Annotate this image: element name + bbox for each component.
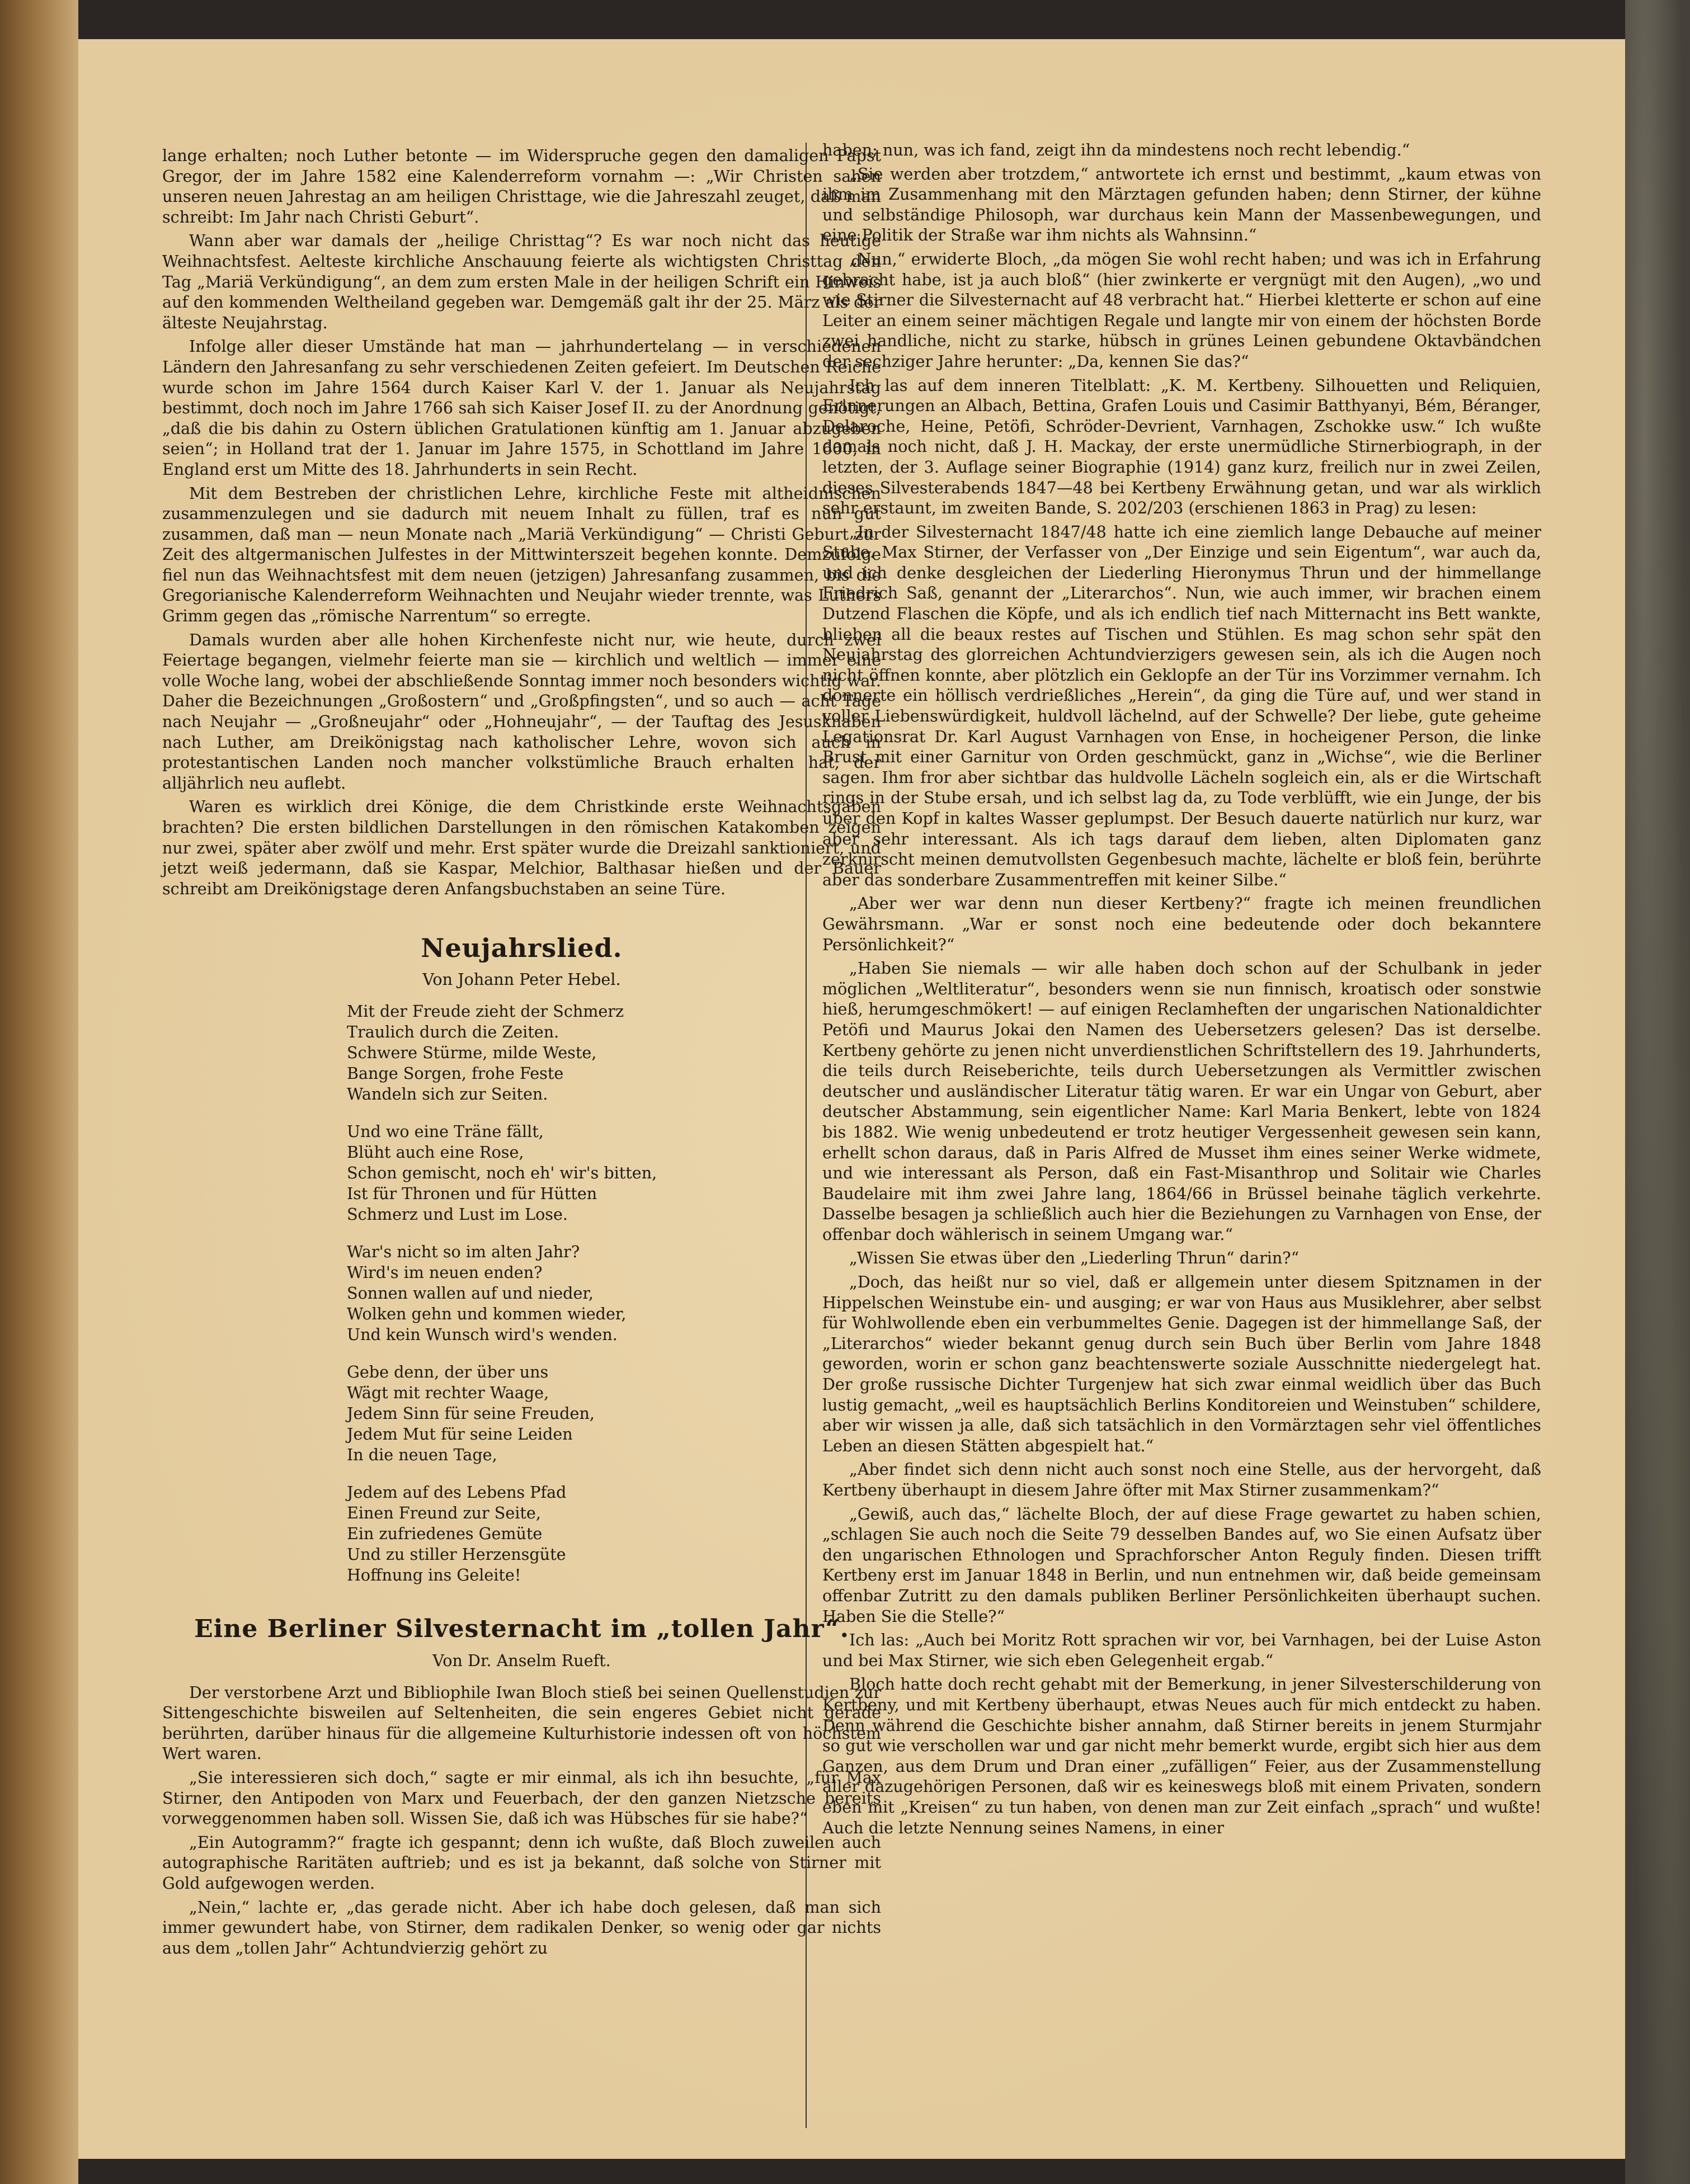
poem-line: Ein zufriedenes Gemüte — [347, 1523, 543, 1543]
poem-stanza — [347, 1362, 881, 1465]
poem-line: Einen Freund zur Seite, — [347, 1503, 541, 1522]
book-binding-edge — [0, 0, 78, 2184]
paragraph: „Aber wer war denn nun dieser Kertbeny?“ fragte ich meinen freundlichen Gewährsmann. „War er sonst noch eine bedeutende oder doch bekanntere Persönlichkeit?“ — [822, 894, 1541, 954]
poem-stanza — [347, 1242, 881, 1345]
poem-line: Und wo eine Träne fällt, — [347, 1121, 544, 1141]
article-author: Von Dr. Anselm Rueft. — [432, 1650, 611, 1670]
poem-line: Schmerz und Lust im Lose. — [347, 1204, 568, 1224]
paragraph: haben; nun, was ich fand, zeigt ihn da mindestens noch recht lebendig.“ — [822, 140, 1410, 159]
paragraph: Ich las: „Auch bei Moritz Rott sprachen wir vor, bei Varnhagen, bei der Luise Aston und bei Max Stirner, wie sich eben Gelegenheit ergab.“ — [822, 1630, 1541, 1670]
paragraph: „Aber findet sich denn nicht auch sonst noch eine Stelle, aus der hervorgeht, daß Kertbeny überhaupt in diesem Jahre öfter mit Max Stirner zusammenkam?“ — [822, 1460, 1541, 1499]
quote-paragraph: „In der Silvesternacht 1847/48 hatte ich eine ziemlich lange Debauche auf meiner Stube. Max Stirner, der Verfasser von „Der Einzige und sein Eigentum“, war auch da, und ich denke desgleichen der Liederling Hieronymus Thrun und der himmellange Friedrich Saß, genannt der „Literarchos“. Nun, wie auch immer, wir brachen einem Dutzend Flaschen die Köpfe, und als ich endlich tief nach Mitternacht ins Bett wankte, blieben all die beaux restes auf Tischen und Stühlen. Es mag schon sehr spät den Neujahrstag des glorreichen Achtundvierzigers gewesen sein, als ich die Augen noch nicht öffnen konnte, aber plötzlich ein Geklopfe an der Tür ins Vorzimmer vernahm. Ich donnerte ein höllisch verdrießliches „Herein“, da ging die Türe auf, und wer stand in voller Liebenswürdigkeit, huldvoll lächelnd, auf der Schwelle? Der liebe, gute geheime Legationsrat Dr. Karl August Varnhagen von Ense, in hocheigener Person, die linke Brust mit einer Garnitur von Orden geschmückt, ganz in „Wichse“, wie die Berliner sagen. Ihm fror aber sichtbar das huldvolle Lächeln sogleich ein, als er die Wirtschaft rings in der Stube ersah, und ich selbst lag da, zu Tode verblüfft, wie ein Junge, der bis über den Kopf in kaltes Wasser geplumpst. Der Besuch dauerte natürlich nur kurz, war aber sehr interessant. Als ich tags darauf dem lieben, alten Diplomaten ganz zerknirscht meinen demutvollsten Gegenbesuch machte, lächelte er bloß fein, berührte aber das sonderbare Zusammentreffen mit keiner Silbe.“ — [822, 522, 1541, 889]
poem-line: Schon gemischt, noch eh' wir's bitten, — [347, 1163, 657, 1182]
poem-line: War's nicht so im alten Jahr? — [347, 1242, 580, 1261]
poem-line: Ist für Thronen und für Hütten — [347, 1183, 597, 1203]
poem-line: Mit der Freude zieht der Schmerz — [347, 1001, 624, 1021]
paragraph: Ich las auf dem inneren Titelblatt: „K. M. Kertbeny. Silhouetten und Reliquien, Erinnerungen an Albach, Bettina, Grafen Louis und Casimir Batthyanyi, Bém, Béranger, Delaroche, Heine, Petöfi, Schröder-Devrient, Varnhagen, Zschokke usw.“ Ich wußte damals noch nicht, daß J. H. Mackay, der erste unermüdliche Stirnerbiograph, in der letzten, der 3. Auflage seiner Biographie (1914) ganz kurz, freilich nur in zwei Zeilen, dieses Silvesterabends 1847—48 bei Kertbeny Erwähnung getan, und war als wirklich sehr erstaunt, im zweiten Bande, S. 202/203 (erschienen 1863 in Prag) zu lesen: — [822, 375, 1541, 518]
poem-line: Jedem Sinn für seine Freuden, — [347, 1403, 595, 1423]
poem-stanza — [347, 1482, 881, 1586]
poem-line: Wolken gehn und kommen wieder, — [347, 1304, 627, 1323]
article-title: Eine Berliner Silvesternacht im „tollen Jahr“. — [194, 1614, 849, 1643]
poem-stanza — [347, 1121, 881, 1225]
paragraph: „Haben Sie niemals — wir alle haben doch schon auf der Schulbank in jeder möglichen „Weltliteratur“, besonders wenn sie nun finnisch, kroatisch oder sonstwie hieß, herumgeschmökert! — auf einigen Reclamheften der ungarischen Nationaldichter Petöfi und Maurus Jokai den Namen des Uebersetzers gelesen? Das ist derselbe. Kertbeny gehörte zu jenen nicht unverdienstlichen Schriftstellern des 19. Jahrhunderts, die teils durch Reiseberichte, teils durch Uebersetzungen als Vermittler zwischen deutscher und ausländischer Literatur tätig waren. Er war ein Ungar von Geburt, aber deutscher Abstammung, sein eigentlicher Name: Karl Maria Benkert, lebte von 1824 bis 1882. Wie wenig unbedeutend er trotz heutiger Vergessenheit gewesen sein kann, erhellt schon daraus, daß in Paris Alfred de Musset ihm eines seiner Werke widmete, und wie interessant als Person, daß ein Fast-Misanthrop und Solitair wie Charles Baudelaire mit ihm zwei Jahre lang, 1864/66 in Brüssel beinahe täglich verkehrte. Dasselbe besagen ja schließlich auch hier die Beziehungen zu Varnhagen von Ense, der offenbar doch wählerisch in seinem Umgang war.“ — [822, 959, 1541, 1244]
poem-line: Bange Sorgen, frohe Feste — [347, 1063, 564, 1083]
poem-title: Neujahrslied. — [421, 933, 623, 964]
poem-stanza — [347, 1001, 881, 1105]
poem-line: Traulich durch die Zeiten. — [347, 1022, 559, 1041]
paragraph: Waren es wirklich drei Könige, die dem Christkinde erste Weihnachtsgaben brachten? Die ersten bildlichen Darstellungen in den römischen Katakomben zeigen nur zwei, später aber zwölf und mehr. Erst später wurde die Dreizahl sanktioniert, und jetzt weiß jedermann, daß sie Kaspar, Melchior, Balthasar hießen und der Bauer schreibt am Dreikönigstage deren Anfangsbuchstaben an seine Türe. — [162, 797, 881, 898]
poem-line: In die neuen Tage, — [347, 1445, 497, 1464]
paragraph: „Gewiß, auch das,“ lächelte Bloch, der auf diese Frage gewartet zu haben schien, „schlagen Sie auch noch die Seite 79 desselben Bandes auf, wo Sie einen Aufsatz über den ungarischen Ethnologen und Sprachforscher Anton Reguly finden. Diesen trifft Kertbeny erst im Januar 1848 in Berlin, und nun entnehmen wir, daß beide gemeinsam offenbar Zutritt zu den damals publiken Berliner Persönlichkeiten überhaupt suchen. Haben Sie die Stelle?“ — [822, 1504, 1541, 1626]
paragraph: Infolge aller dieser Umstände hat man — jahrhundertelang — in verschiedenen Ländern den Jahresanfang zu sehr verschiedenen Zeiten gefeiert. Im Deutschen Reiche wurde schon im Jahre 1564 durch Kaiser Karl V. der 1. Januar als Neujahrstag bestimmt, doch noch im Jahre 1766 sah sich Kaiser Josef II. zu der Anordnung genötigt, „daß die bis dahin zu Ostern üblichen Gratulationen künftig am 1. Januar abzugeben seien“; in Holland trat der 1. Januar im Jahre 1575, in Schottland im Jahre 1600, in England erst um Mitte des 18. Jahrhunderts in sein Recht. — [162, 337, 881, 479]
paragraph: „Sie werden aber trotzdem,“ antwortete ich ernst und bestimmt, „kaum etwas von ihm im Zusammenhang mit den Märztagen gefunden haben; denn Stirner, der kühne und selbständige Philosoph, war durchaus kein Mann der Massenbewegungen, und eine Politik der Straße war ihm nichts als Wahnsinn.“ — [822, 164, 1541, 245]
poem-line: Jedem auf des Lebens Pfad — [347, 1482, 567, 1502]
poem-author: Von Johann Peter Hebel. — [422, 970, 621, 989]
paragraph: Mit dem Bestreben der christlichen Lehre, kirchliche Feste mit altheidnischen zusammenzulegen und sie dadurch mit neuem Inhalt zu füllen, traf es nun gut zusammen, daß man — neun Monate nach „Mariä Verkündigung“ — Christi Geburt zur Zeit des altgermanischen Julfestes in der Mittwinterszeit begehen konnte. Demzufolge fiel nun das Weihnachtsfest mit dem neuen (jetzigen) Jahresanfang zusammen, bis die Gregorianische Kalenderreform Weihnachten und Neujahr wieder trennte, was Luthers Grimm gegen das „römische Narrentum“ so erregte. — [162, 483, 881, 626]
paragraph: „Ein Autogramm?“ fragte ich gespannt; denn ich wußte, daß Bloch zuweilen auch autographische Raritäten auftrieb; und es ist ja bekannt, daß solche von Stirner mit Gold aufgewogen werden. — [162, 1832, 881, 1893]
paragraph: Der verstorbene Arzt und Bibliophile Iwan Bloch stieß bei seinen Quellenstudien zur Sittengeschichte bisweilen auf Seltenheiten, die sein engeres Gebiet nicht gerade berührten, darüber hinaus für die allgemeine Kulturhistorie indessen oft von höchstem Wert waren. — [162, 1682, 881, 1763]
poem-line: Jedem Mut für seine Leiden — [347, 1424, 573, 1444]
paragraph: „Wissen Sie etwas über den „Liederling Thrun“ darin?“ — [849, 1248, 1300, 1268]
poem-line: Wandeln sich zur Seiten. — [347, 1084, 548, 1103]
paragraph: Damals wurden aber alle hohen Kirchenfeste nicht nur, wie heute, durch zwei Feiertage begangen, vielmehr feierte man sie — kirchlich und weltlich — immer eine volle Woche lang, wobei der abschließende Sonntag immer noch besonders wichtig war. Daher die Bezeichnungen „Großostern“ und „Großpfingsten“, und so auch — acht Tage nach Neujahr — „Großneujahr“ oder „Hohneujahr“, — der Tauftag des Jesusknaben nach Luther, am Dreikönigstag nach katholischer Lehre, wovon sich auch in protestantischen Landen noch mancher volkstümliche Brauch erhalten hat, der alljährlich neu auflebt. — [162, 630, 881, 793]
paragraph: Wann aber war damals der „heilige Christtag“? Es war noch nicht das heutige Weihnachtsfest. Aelteste kirchliche Anschauung feierte als wichtigsten Christtag den Tag „Mariä Verkündigung“, an dem zum ersten Male in der heiligen Schrift ein Hinweis auf den kommenden Weltheiland gegeben war. Demgemäß galt ihr der 25. März als der älteste Neujahrstag. — [162, 231, 881, 332]
book-cover-edge — [1625, 0, 1690, 2184]
intro-section — [162, 145, 881, 899]
paragraph: Bloch hatte doch recht gehabt mit der Bemerkung, in jener Silvesterschilderung von Kertbeny, und mit Kertbeny überhaupt, etwas Neues auch für mich entdeckt zu haben. Denn während die Geschichte bisher annahm, daß Stirner bereits in jenem Sturmjahr so gut wie verschollen war und gar nicht mehr bemerkt wurde, ergibt sich hier aus dem Ganzen, aus dem Drum und Dran einer „zufälligen“ Feier, aus der Zusammenstellung aller dazugehörigen Personen, daß wir es keineswegs bloß mit einem Privaten, sondern eben mit „Kreisen“ zu tun haben, von denen man zur Zeit einfach „sprach“ und wußte! Auch die letzte Nennung seines Namens, in einer — [822, 1674, 1541, 1837]
newspaper-page — [78, 39, 1625, 2159]
poem-line: Blüht auch eine Rose, — [347, 1142, 524, 1162]
poem-line: Gebe denn, der über uns — [347, 1362, 549, 1381]
poem-line: Schwere Stürme, milde Weste, — [347, 1043, 597, 1062]
paragraph: lange erhalten; noch Luther betonte — im Widerspruche gegen den damaligen Papst Gregor, der im Jahre 1582 eine Kalenderreform vornahm —: „Wir Christen sahen unseren neuen Jahrestag an am heiligen Christtage, wie die Jahreszahl zeuget, daß man schreibt: Im Jahr nach Christi Geburt“. — [162, 146, 881, 227]
paragraph: „Doch, das heißt nur so viel, daß er allgemein unter diesem Spitznamen in der Hippelschen Weinstube ein- und ausging; er war von Haus aus Musiklehrer, aber selbst für Wohlwollende eben ein verbummeltes Genie. Dagegen ist der himmellange Saß, der „Literarchos“ wieder bekannt genug durch sein Buch über Berlin vom Jahre 1848 geworden, worin er schon ganz beachtenswerte soziale Ausschnitte niedergelegt hat. Der große russische Dichter Turgenjew hat sich zwar einmal weidlich über das Buch lustig gemacht, „weil es hauptsächlich Berlins Konditoreien und Weinstuben“ schildere, aber wir wissen ja alle, daß sich tatsächlich in den Vormärztagen sehr viel öffentliches Leben an diesen Stätten abgespielt hat.“ — [822, 1272, 1541, 1455]
paragraph: „Sie interessieren sich doch,“ sagte er mir einmal, als ich ihn besuchte, „für Max Stirner, den Antipoden von Marx und Feuerbach, der den ganzen Nietzsche bereits vorweggenommen haben soll. Wissen Sie, daß ich was Hübsches für sie habe?“ — [162, 1767, 881, 1828]
left-column — [162, 145, 881, 1961]
poem-line: Wägt mit rechter Waage, — [347, 1383, 549, 1402]
article-body — [162, 1682, 881, 1959]
poem-line: Und zu stiller Herzensgüte — [347, 1544, 566, 1564]
paragraph: „Nein,“ lachte er, „das gerade nicht. Aber ich habe doch gelesen, daß man sich immer gewundert habe, von Stirner, dem radikalen Denker, so wenig oder gar nichts aus dem „tollen Jahr“ Achtundvierzig gehört zu — [162, 1897, 881, 1957]
poem-line: Sonnen wallen auf und nieder, — [347, 1283, 594, 1303]
poem-line: Wird's im neuen enden? — [347, 1262, 543, 1282]
paragraph: „Nun,“ erwiderte Bloch, „da mögen Sie wohl recht haben; und was ich in Erfahrung gebracht habe, ist ja auch bloß“ (hier zwinkerte er vergnügt mit den Augen), „wo und wie Stirner die Silvesternacht auf 48 verbracht hat.“ Hierbei kletterte er schon auf eine Leiter an einem seiner mächtigen Regale und langte mir von einem der höchsten Borde zwei handliche, nicht zu starke, hübsch in grünes Leinen gebundene Oktavbändchen der sechziger Jahre herunter: „Da, kennen Sie das?“ — [822, 249, 1541, 371]
poem-line: Hoffnung ins Geleite! — [347, 1565, 521, 1584]
poem — [347, 1001, 881, 1586]
poem-line: Und kein Wunsch wird's wenden. — [347, 1324, 618, 1344]
right-column — [822, 140, 1541, 1841]
